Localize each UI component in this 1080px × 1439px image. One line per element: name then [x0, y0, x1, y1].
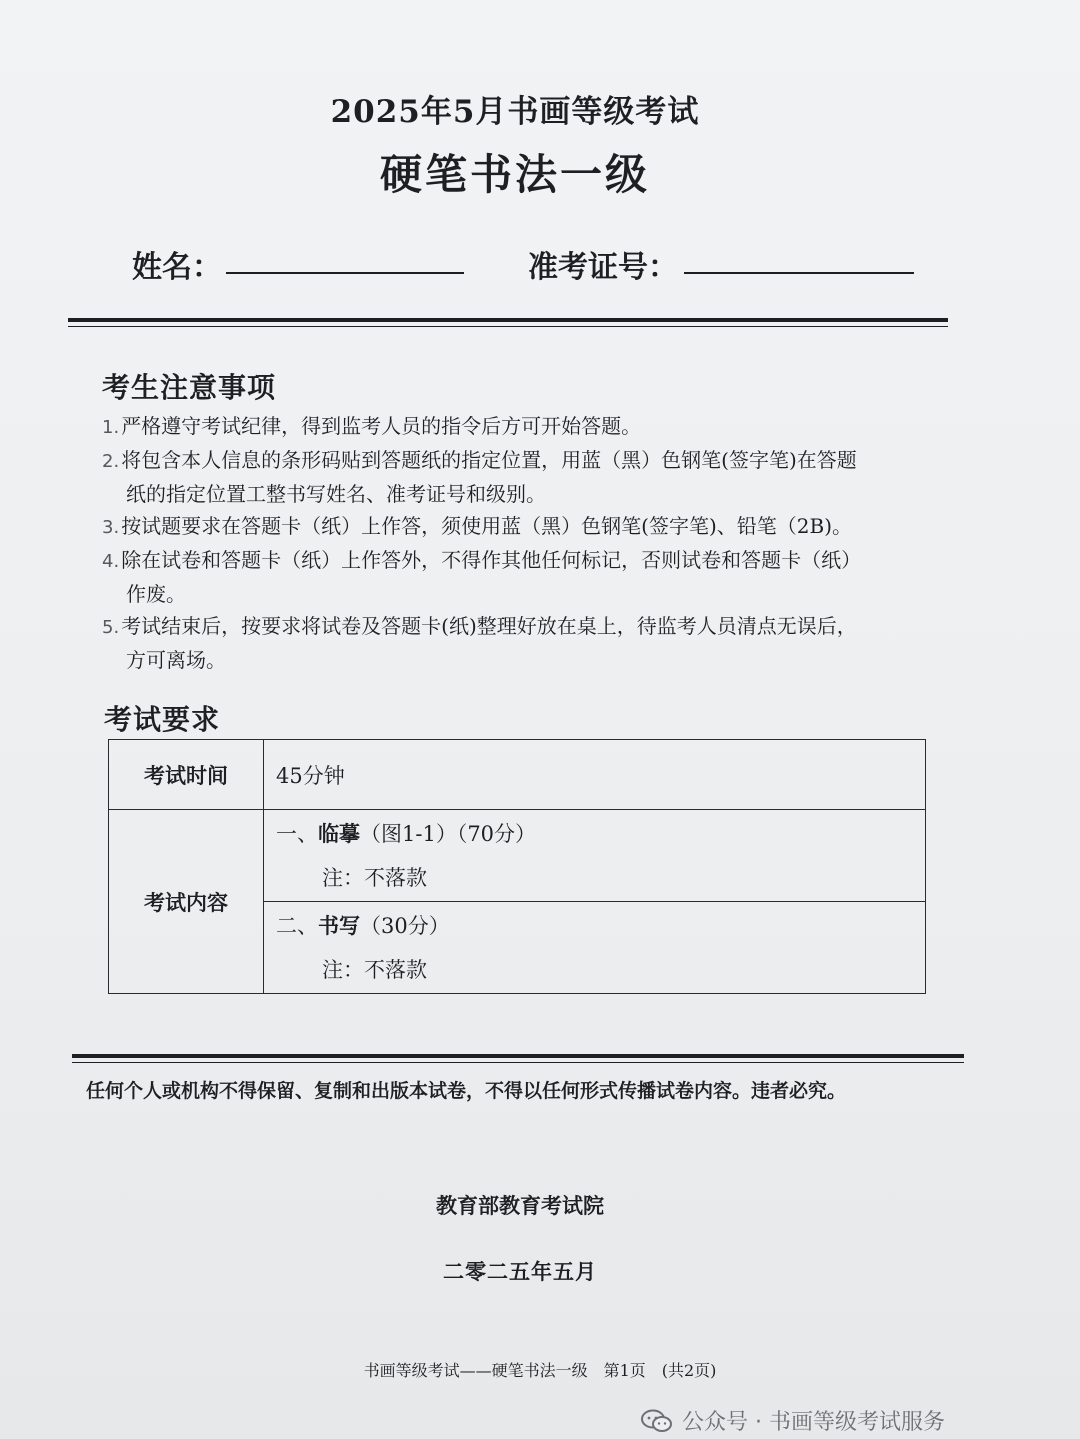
note-item: 4. 除在试卷和答题卡（纸）上作答外，不得作其他任何标记，否则试卷和答题卡（纸） — [102, 548, 862, 572]
table-row — [109, 810, 926, 902]
requirements-heading: 考试要求 — [104, 703, 221, 736]
exam-id-blank — [684, 272, 914, 274]
wechat-icon — [640, 1409, 674, 1433]
table-row — [109, 740, 926, 810]
content-item: 一、临摹（图1-1）（70分） — [276, 820, 537, 846]
content-item-note: 注：不落款 — [322, 957, 427, 982]
divider-bottom-thin — [72, 1062, 964, 1063]
issue-date: 二零二五年五月 — [443, 1259, 597, 1284]
note-item: 3. 按试题要求在答题卡（纸）上作答，须使用蓝（黑）色钢笔(签字笔)、铅笔（2B)。 — [102, 514, 853, 538]
page-footer: 书画等级考试——硬笔书法一级 第1页 (共2页) — [363, 1361, 717, 1380]
note-item-continuation: 纸的指定位置工整书写姓名、准考证号和级别。 — [126, 482, 546, 506]
content-item-cell — [264, 902, 926, 994]
time-label-cell: 考试时间 — [109, 740, 264, 810]
divider-top-thin — [68, 326, 948, 327]
copyright-notice: 任何个人或机构不得保留、复制和出版本试卷，不得以任何形式传播试卷内容。违者必究。 — [86, 1080, 847, 1102]
watermark-text: 公众号 · 书画等级考试服务 — [682, 1410, 945, 1435]
notes-heading: 考生注意事项 — [102, 371, 277, 404]
note-item: 2. 将包含本人信息的条形码贴到答题纸的指定位置，用蓝（黑）色钢笔(签字笔)在答题 — [102, 448, 857, 472]
notes-list — [102, 410, 861, 676]
exam-title: 2025年5月书画等级考试 — [330, 94, 700, 130]
content-item-note: 注：不落款 — [322, 865, 427, 890]
note-item-continuation: 方可离场。 — [126, 648, 226, 672]
exam-subject: 硬笔书法一级 — [379, 150, 650, 199]
divider-top — [68, 318, 948, 322]
requirements-table — [108, 739, 926, 994]
time-value-cell: 45分钟 — [264, 740, 926, 810]
content-item: 二、书写（30分） — [276, 912, 450, 938]
note-item: 1. 严格遵守考试纪律，得到监考人员的指令后方可开始答题。 — [102, 414, 642, 438]
issuer: 教育部教育考试院 — [436, 1193, 604, 1218]
exam-id-label: 准考证号： — [528, 250, 678, 285]
divider-bottom — [72, 1054, 964, 1058]
note-item: 5. 考试结束后，按要求将试卷及答题卡(纸)整理好放在桌上，待监考人员清点无误后， — [102, 614, 857, 638]
name-blank — [226, 272, 464, 274]
content-label-cell: 考试内容 — [109, 810, 264, 994]
note-item-continuation: 作废。 — [126, 582, 186, 606]
watermark — [640, 1405, 945, 1436]
name-label: 姓名： — [132, 250, 222, 285]
content-item-cell — [264, 810, 926, 902]
